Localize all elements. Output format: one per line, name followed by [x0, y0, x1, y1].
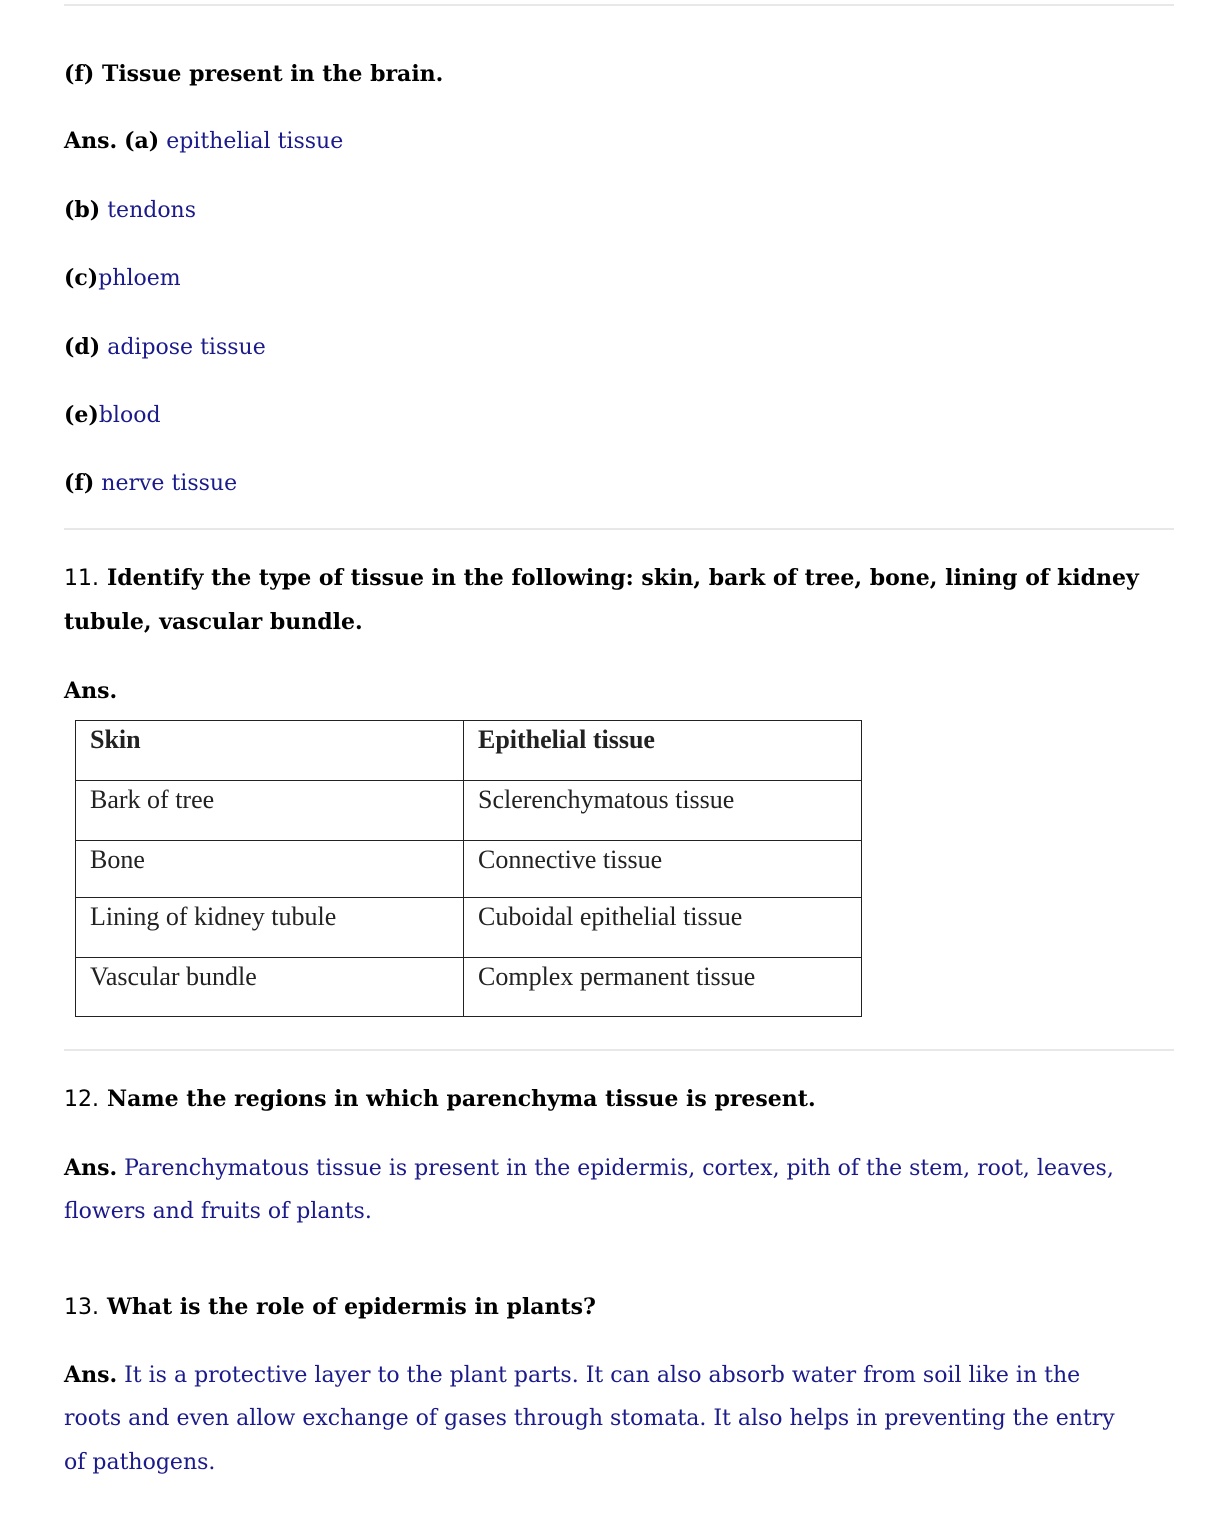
answer-label: (c) — [64, 265, 99, 291]
answer-text: phloem — [98, 266, 181, 291]
answer-text: It is a protective layer to the plant parts. It can also absorb water from soil like in the — [124, 1363, 1081, 1388]
answer-c-line — [64, 256, 181, 301]
table-cell: Epithelial tissue — [464, 721, 862, 781]
table-cell: Bark of tree — [76, 781, 464, 841]
divider — [64, 1049, 1174, 1051]
answer-e-line — [64, 393, 161, 438]
table-cell: Complex permanent tissue — [464, 958, 862, 1017]
ans-label: Ans. — [64, 1362, 118, 1388]
answer-f-line — [64, 461, 237, 506]
answer-a-line — [64, 119, 343, 164]
table-row — [76, 841, 862, 898]
answer-label: (b) — [64, 197, 101, 223]
table-cell: Skin — [76, 721, 464, 781]
question-10f: (f) Tissue present in the brain. — [64, 61, 444, 87]
answer-label: (a) — [124, 128, 160, 154]
question-number: 13. — [64, 1295, 99, 1320]
table-cell: Bone — [76, 841, 464, 898]
divider — [64, 528, 1174, 530]
answer-label: (e) — [64, 402, 99, 428]
question-text: What is the role of epidermis in plants? — [107, 1294, 596, 1320]
ans-label: Ans. — [64, 1155, 118, 1181]
table-cell: Vascular bundle — [76, 958, 464, 1017]
table-cell: Connective tissue — [464, 841, 862, 898]
question-number: 11. — [64, 566, 99, 591]
answer-b-line — [64, 188, 196, 233]
answer-13-line2: roots and even allow exchange of gases through stomata. It also helps in preventing the entry — [64, 1406, 1115, 1431]
answer-text: Parenchymatous tissue is present in the epidermis, cortex, pith of the stem, root, leaves, — [124, 1156, 1114, 1181]
table-row — [76, 721, 862, 781]
ans-label: Ans. — [64, 678, 118, 704]
question-text: Name the regions in which parenchyma tissue is present. — [107, 1086, 816, 1112]
question-text: Identify the type of tissue in the following: skin, bark of tree, bone, lining of kidney — [107, 565, 1139, 591]
answer-13-line3: of pathogens. — [64, 1450, 216, 1475]
answer-d-line — [64, 325, 266, 370]
divider — [64, 4, 1174, 6]
question-11-line2: tubule, vascular bundle. — [64, 609, 363, 635]
table-row — [76, 958, 862, 1017]
answer-text: blood — [98, 403, 161, 428]
answer-label: (d) — [64, 334, 101, 360]
answer-text: nerve tissue — [101, 471, 238, 496]
answer-text: epithelial tissue — [166, 129, 344, 154]
question-13 — [64, 1285, 596, 1330]
table-row — [76, 781, 862, 841]
answer-13-line1 — [64, 1353, 1080, 1398]
table-cell: Cuboidal epithelial tissue — [464, 898, 862, 958]
answer-label: (f) — [64, 470, 95, 496]
answer-12-line1 — [64, 1146, 1114, 1191]
table-row — [76, 898, 862, 958]
answer-12-line2: flowers and fruits of plants. — [64, 1199, 372, 1224]
ans-label: Ans. — [64, 128, 118, 154]
question-number: 12. — [64, 1087, 99, 1112]
table-cell: Lining of kidney tubule — [76, 898, 464, 958]
question-11-line1 — [64, 556, 1139, 601]
tissue-table — [75, 720, 862, 1017]
table-cell: Sclerenchymatous tissue — [464, 781, 862, 841]
answer-text: tendons — [107, 198, 197, 223]
answer-text: adipose tissue — [107, 335, 266, 360]
question-12 — [64, 1077, 816, 1122]
